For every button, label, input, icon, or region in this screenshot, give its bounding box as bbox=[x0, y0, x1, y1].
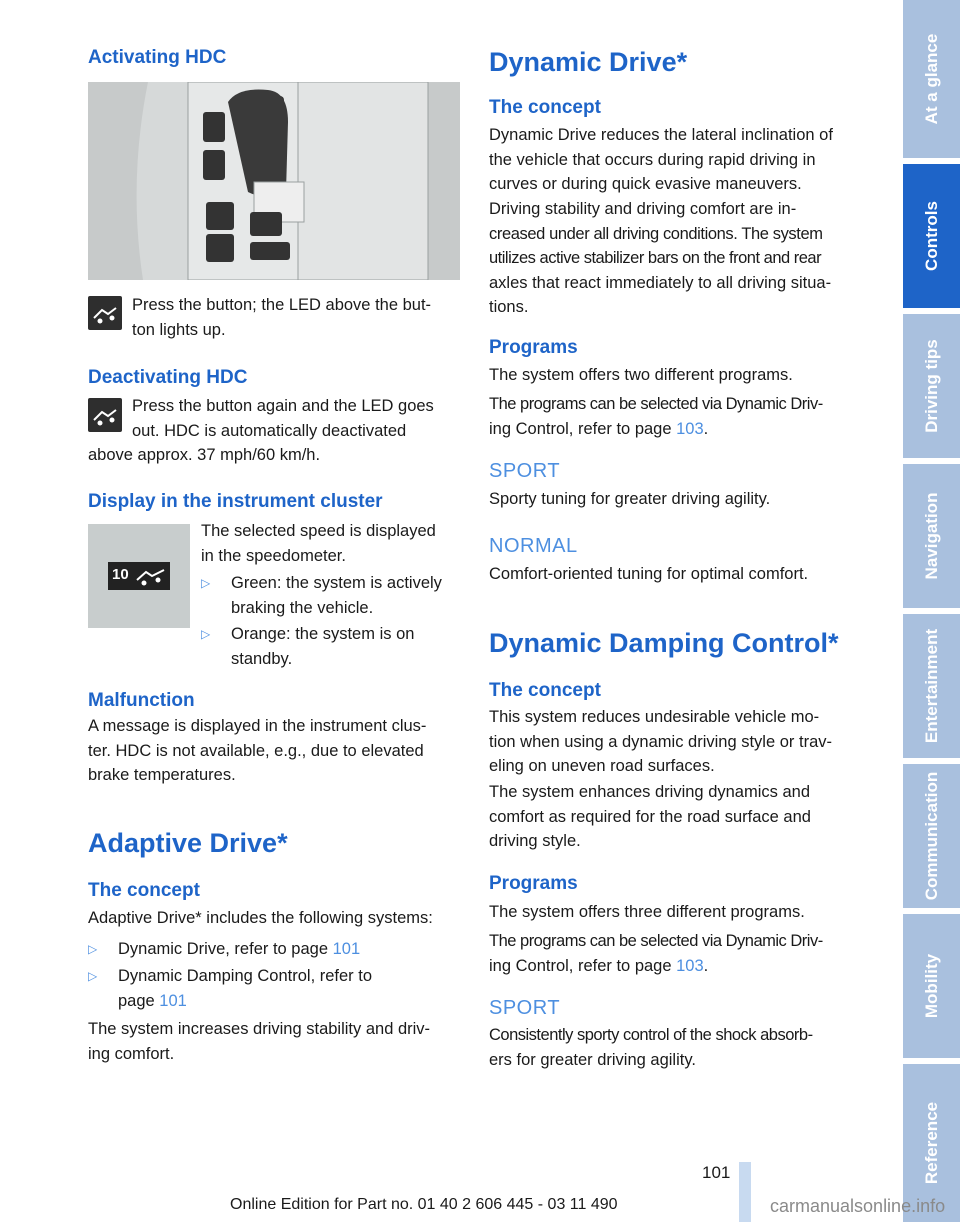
adaptive-closing-line: The system increases driving stability and driv- bbox=[88, 1020, 431, 1038]
ddc-enhance-line: The system enhances driving dynamics and bbox=[489, 783, 810, 801]
dd-stability-line: axles that react immediately to all driving situa- bbox=[489, 273, 832, 292]
tab-controls[interactable]: Controls bbox=[903, 164, 960, 308]
gear-selector-image bbox=[88, 82, 460, 280]
tab-mobility[interactable]: Mobility bbox=[903, 914, 960, 1058]
display-text-line: in the speedometer. bbox=[201, 546, 346, 565]
ddc-enhance-line: driving style. bbox=[489, 832, 581, 850]
adaptive-concept-text: Adaptive Drive* includes the following systems: bbox=[88, 909, 433, 927]
bullet-triangle-icon: ▷ bbox=[88, 969, 98, 983]
malfunction-text-line: A message is displayed in the instrument clus- bbox=[88, 717, 427, 735]
deactivating-text-line: Press the button again and the LED goes bbox=[132, 397, 434, 415]
display-cluster-heading: Display in the instrument cluster bbox=[88, 491, 383, 512]
dd-normal-text: Comfort-oriented tuning for optimal comfort. bbox=[489, 565, 809, 583]
ddc-sport-heading: SPORT bbox=[489, 997, 561, 1019]
bullet-triangle-icon: ▷ bbox=[201, 576, 211, 590]
bullet-triangle-icon: ▷ bbox=[201, 627, 211, 641]
hdc-button-icon bbox=[88, 398, 122, 432]
ddc-programs-text: The system offers three different programs. bbox=[489, 903, 805, 921]
instrument-cluster-image bbox=[88, 524, 190, 628]
page-link-103[interactable]: 103 bbox=[676, 419, 704, 438]
adaptive-concept-heading: The concept bbox=[88, 880, 200, 901]
adaptive-drive-heading: Adaptive Drive* bbox=[88, 828, 288, 858]
hdc-button-icon bbox=[88, 296, 122, 330]
tab-at-a-glance[interactable]: At a glance bbox=[903, 0, 960, 158]
ddc-enhance-line: comfort as required for the road surface and bbox=[489, 807, 811, 826]
ddc-sport-line: Consistently sporty control of the shock absorb- bbox=[489, 1026, 813, 1044]
dd-concept-line: curves or during quick evasive maneuvers. bbox=[489, 175, 802, 193]
page-number-marker bbox=[739, 1162, 751, 1222]
dd-programs-select-line: The programs can be selected via Dynamic Driv- bbox=[489, 395, 823, 413]
ddc-concept-line: eling on uneven road surfaces. bbox=[489, 757, 715, 775]
tab-communication[interactable]: Communication bbox=[903, 764, 960, 908]
dd-programs-heading: Programs bbox=[489, 337, 578, 358]
bullet-triangle-icon: ▷ bbox=[88, 942, 98, 956]
deactivating-hdc-heading: Deactivating HDC bbox=[88, 367, 248, 388]
page-link-103[interactable]: 103 bbox=[676, 956, 704, 975]
dynamic-drive-heading: Dynamic Drive* bbox=[489, 47, 688, 77]
dd-stability-line: utilizes active stabilizer bars on the front and rear bbox=[489, 249, 822, 267]
dynamic-damping-control-heading: Dynamic Damping Control* bbox=[489, 628, 839, 658]
page-link-101[interactable]: 101 bbox=[332, 940, 361, 958]
deactivating-text-line: out. HDC is automatically deactivated bbox=[132, 421, 407, 440]
ddc-concept-line: This system reduces undesirable vehicle mo- bbox=[489, 708, 820, 726]
display-text-line: The selected speed is displayed bbox=[201, 522, 436, 540]
dd-stability-line: creased under all driving conditions. The system bbox=[489, 224, 823, 243]
dd-concept-line: the vehicle that occurs during rapid driving in bbox=[489, 150, 816, 169]
page-number: 101 bbox=[702, 1163, 731, 1182]
dd-sport-text: Sporty tuning for greater driving agility. bbox=[489, 490, 771, 508]
activating-hdc-heading: Activating HDC bbox=[88, 47, 227, 68]
activating-text-line: ton lights up. bbox=[132, 320, 226, 339]
tab-navigation[interactable]: Navigation bbox=[903, 464, 960, 608]
ddc-concept-heading: The concept bbox=[489, 680, 601, 701]
ddc-programs-select-line: The programs can be selected via Dynamic Driv- bbox=[489, 932, 823, 950]
cluster-speed-value: 10 bbox=[112, 566, 129, 583]
dd-normal-heading: NORMAL bbox=[489, 535, 578, 557]
chapter-sidebar bbox=[903, 0, 960, 1222]
dd-sport-heading: SPORT bbox=[489, 460, 561, 482]
activating-text-line: Press the button; the LED above the but- bbox=[132, 296, 432, 314]
dd-stability-line: Driving stability and driving comfort are in- bbox=[489, 200, 797, 218]
dd-stability-line: tions. bbox=[489, 298, 529, 316]
adaptive-closing-line: ing comfort. bbox=[88, 1044, 175, 1063]
tab-entertainment[interactable]: Entertainment bbox=[903, 614, 960, 758]
edition-info: Online Edition for Part no. 01 40 2 606 445 - 03 11 490 bbox=[230, 1196, 618, 1213]
ddc-programs-heading: Programs bbox=[489, 873, 578, 894]
tab-driving-tips[interactable]: Driving tips bbox=[903, 314, 960, 458]
deactivating-text-line: above approx. 37 mph/60 km/h. bbox=[88, 446, 321, 464]
dd-concept-line: Dynamic Drive reduces the lateral inclination of bbox=[489, 126, 833, 144]
malfunction-text-line: brake temperatures. bbox=[88, 766, 236, 784]
malfunction-heading: Malfunction bbox=[88, 690, 195, 711]
watermark: carmanualsonline.info bbox=[770, 1196, 946, 1216]
dd-concept-heading: The concept bbox=[489, 97, 601, 118]
malfunction-text-line: ter. HDC is not available, e.g., due to elevated bbox=[88, 741, 424, 760]
dd-programs-text: The system offers two different programs. bbox=[489, 366, 793, 384]
page-link-101[interactable]: 101 bbox=[159, 991, 187, 1010]
tab-reference[interactable]: Reference bbox=[903, 1064, 960, 1222]
ddc-concept-line: tion when using a dynamic driving style or trav- bbox=[489, 732, 832, 751]
ddc-sport-line: ers for greater driving agility. bbox=[489, 1050, 696, 1069]
